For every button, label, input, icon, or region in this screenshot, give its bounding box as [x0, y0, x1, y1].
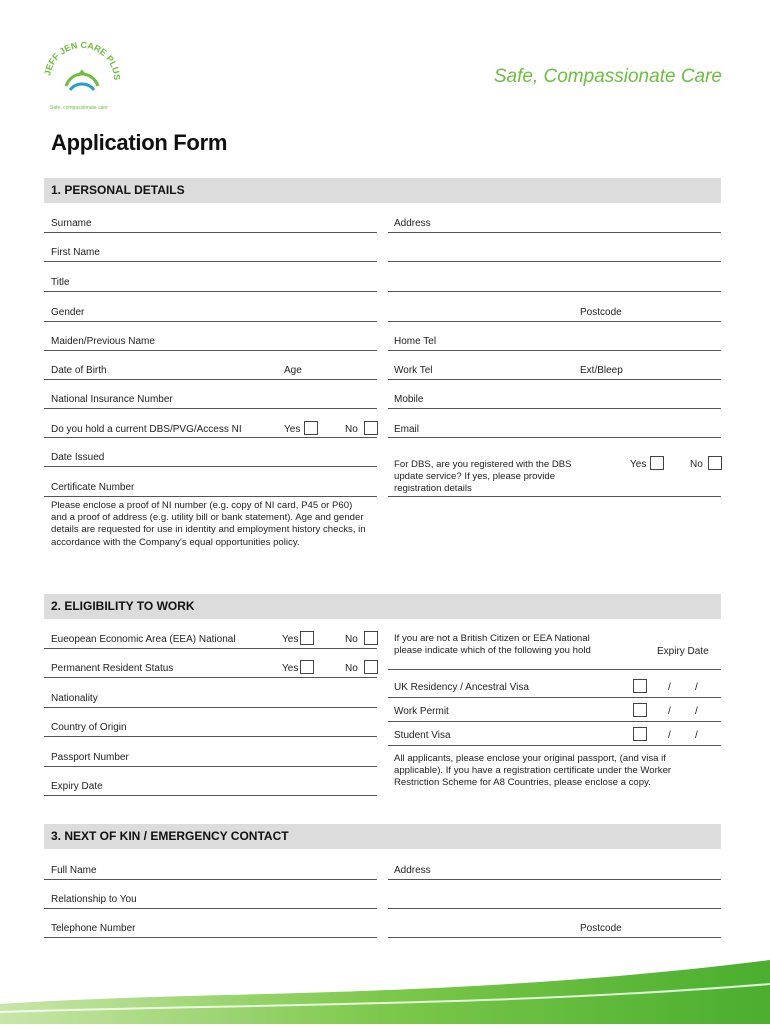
logo-arc-text: JEFF JEN CARE PLUS: [42, 40, 123, 81]
dbs-question-label: Do you hold a current DBS/PVG/Access NI: [51, 424, 242, 435]
title-label: Title: [51, 277, 70, 288]
work-permit-date-slash-1: /: [668, 706, 671, 717]
cert-number-label: Certificate Number: [51, 482, 135, 493]
student-visa-line: [388, 745, 721, 746]
passport-number-field[interactable]: [44, 766, 377, 767]
section-title: 1. PERSONAL DETAILS: [51, 183, 185, 197]
cert-number-field[interactable]: [44, 496, 377, 497]
section-personal-header: [44, 178, 721, 203]
eea-label: Eueopean Economic Area (EEA) National: [51, 634, 236, 645]
section-kin-header: [44, 824, 721, 849]
dbs-update-no-label: No: [690, 459, 703, 470]
mobile-field[interactable]: [388, 408, 721, 409]
gender-field[interactable]: [44, 321, 377, 322]
nationality-field[interactable]: [44, 707, 377, 708]
dbs-no-label: No: [345, 424, 358, 435]
dbs-no-checkbox[interactable]: [364, 421, 378, 435]
eea-yes-label: Yes: [282, 634, 299, 645]
age-label: Age: [284, 365, 302, 376]
permanent-yes-label: Yes: [282, 663, 299, 674]
ni-number-field[interactable]: [44, 408, 377, 409]
uk-residency-label: UK Residency / Ancestral Visa: [394, 682, 529, 693]
student-visa-date-slash-2: /: [695, 730, 698, 741]
dbs-update-yes-label: Yes: [630, 459, 647, 470]
section-eligibility-header: [44, 594, 721, 619]
tagline: Safe, Compassionate Care: [493, 66, 722, 87]
title-field[interactable]: [44, 291, 377, 292]
dob-field[interactable]: [44, 379, 377, 380]
uk-residency-date-slash-2: /: [695, 682, 698, 693]
work-permit-date-slash-2: /: [695, 706, 698, 717]
dbs-yes-label: Yes: [284, 424, 301, 435]
kin-address-label: Address: [394, 865, 431, 876]
date-issued-field[interactable]: [44, 466, 377, 467]
dbs-update-no-checkbox[interactable]: [708, 456, 722, 470]
uk-residency-date-slash-1: /: [668, 682, 671, 693]
permanent-resident-label: Permanent Resident Status: [51, 663, 174, 674]
eea-yes-checkbox[interactable]: [300, 631, 314, 645]
student-visa-checkbox[interactable]: [633, 727, 647, 741]
ext-bleep-label: Ext/Bleep: [580, 365, 623, 376]
home-tel-label: Home Tel: [394, 336, 437, 347]
form-title: Application Form: [51, 130, 228, 155]
postcode-label: Postcode: [580, 307, 622, 318]
dbs-row-line: [44, 437, 377, 438]
gender-label: Gender: [51, 307, 85, 318]
kin-address-field-2[interactable]: [388, 908, 721, 909]
kin-full-name-label: Full Name: [51, 865, 97, 876]
kin-relationship-field[interactable]: [44, 908, 377, 909]
not-british-text: If you are not a British Citizen or EEA National please indicate which of the following you hold: [394, 633, 591, 657]
country-origin-field[interactable]: [44, 736, 377, 737]
passport-expiry-field[interactable]: [44, 795, 377, 796]
kin-postcode-label: Postcode: [580, 923, 622, 934]
country-origin-label: Country of Origin: [51, 722, 127, 733]
visa-header-line: [388, 669, 721, 670]
eea-row-line: [44, 648, 377, 649]
uk-residency-line: [388, 697, 721, 698]
address-label: Address: [394, 218, 431, 229]
eea-no-checkbox[interactable]: [364, 631, 378, 645]
nationality-label: Nationality: [51, 693, 98, 704]
work-tel-label: Work Tel: [394, 365, 433, 376]
email-label: Email: [394, 424, 420, 435]
section-title: 2. ELIGIBILITY TO WORK: [51, 599, 195, 613]
passport-expiry-label: Expiry Date: [51, 781, 103, 792]
date-issued-label: Date Issued: [51, 452, 105, 463]
dbs-update-question: For DBS, are you registered with the DBS update service? If yes, please provide registration details: [394, 459, 572, 495]
work-permit-line: [388, 721, 721, 722]
logo-small-text: Safe, compassionate care: [50, 105, 108, 111]
first-name-label: First Name: [51, 247, 100, 258]
expiry-date-header: Expiry Date: [657, 646, 709, 657]
maiden-name-label: Maiden/Previous Name: [51, 336, 155, 347]
surname-field[interactable]: [44, 232, 377, 233]
footer-wave: [0, 960, 770, 1024]
uk-residency-checkbox[interactable]: [633, 679, 647, 693]
passport-number-label: Passport Number: [51, 752, 129, 763]
eea-no-label: No: [345, 634, 358, 645]
work-tel-field[interactable]: [388, 379, 721, 380]
address-field-3[interactable]: [388, 291, 721, 292]
dob-label: Date of Birth: [51, 365, 107, 376]
kin-telephone-field[interactable]: [44, 937, 377, 938]
personal-note: Please enclose a proof of NI number (e.g. copy of NI card, P45 or P60) and a proof of address (e.g. utility bill or bank statement). Age and gender details are requested for use in identity and employment history checks, in accordance with the Company's equal opportunities policy.: [51, 500, 366, 548]
first-name-field[interactable]: [44, 261, 377, 262]
mobile-label: Mobile: [394, 394, 424, 405]
permanent-no-label: No: [345, 663, 358, 674]
kin-relationship-label: Relationship to You: [51, 894, 137, 905]
address-field-1[interactable]: [388, 232, 721, 233]
kin-address-field-1[interactable]: [388, 879, 721, 880]
ni-number-label: National Insurance Number: [51, 394, 173, 405]
student-visa-date-slash-1: /: [668, 730, 671, 741]
dbs-update-yes-checkbox[interactable]: [650, 456, 664, 470]
company-logo: [36, 40, 126, 116]
kin-full-name-field[interactable]: [44, 879, 377, 880]
permanent-row-line: [44, 677, 377, 678]
passport-note: All applicants, please enclose your original passport, (and visa if applicable). If you have a registration certificate under the Worker Restriction Scheme for A8 Countries, please enclose a copy.: [394, 753, 672, 789]
permanent-no-checkbox[interactable]: [364, 660, 378, 674]
postcode-field[interactable]: [388, 321, 721, 322]
work-permit-label: Work Permit: [394, 706, 449, 717]
work-permit-checkbox[interactable]: [633, 703, 647, 717]
dbs-yes-checkbox[interactable]: [304, 421, 318, 435]
kin-telephone-label: Telephone Number: [51, 923, 136, 934]
dbs-registration-field[interactable]: [388, 496, 721, 497]
maiden-name-field[interactable]: [44, 350, 377, 351]
address-field-2[interactable]: [388, 261, 721, 262]
email-field[interactable]: [388, 437, 721, 438]
home-tel-field[interactable]: [388, 350, 721, 351]
student-visa-label: Student Visa: [394, 730, 451, 741]
surname-label: Surname: [51, 218, 92, 229]
kin-postcode-field[interactable]: [388, 937, 721, 938]
permanent-yes-checkbox[interactable]: [300, 660, 314, 674]
section-title: 3. NEXT OF KIN / EMERGENCY CONTACT: [51, 829, 289, 843]
